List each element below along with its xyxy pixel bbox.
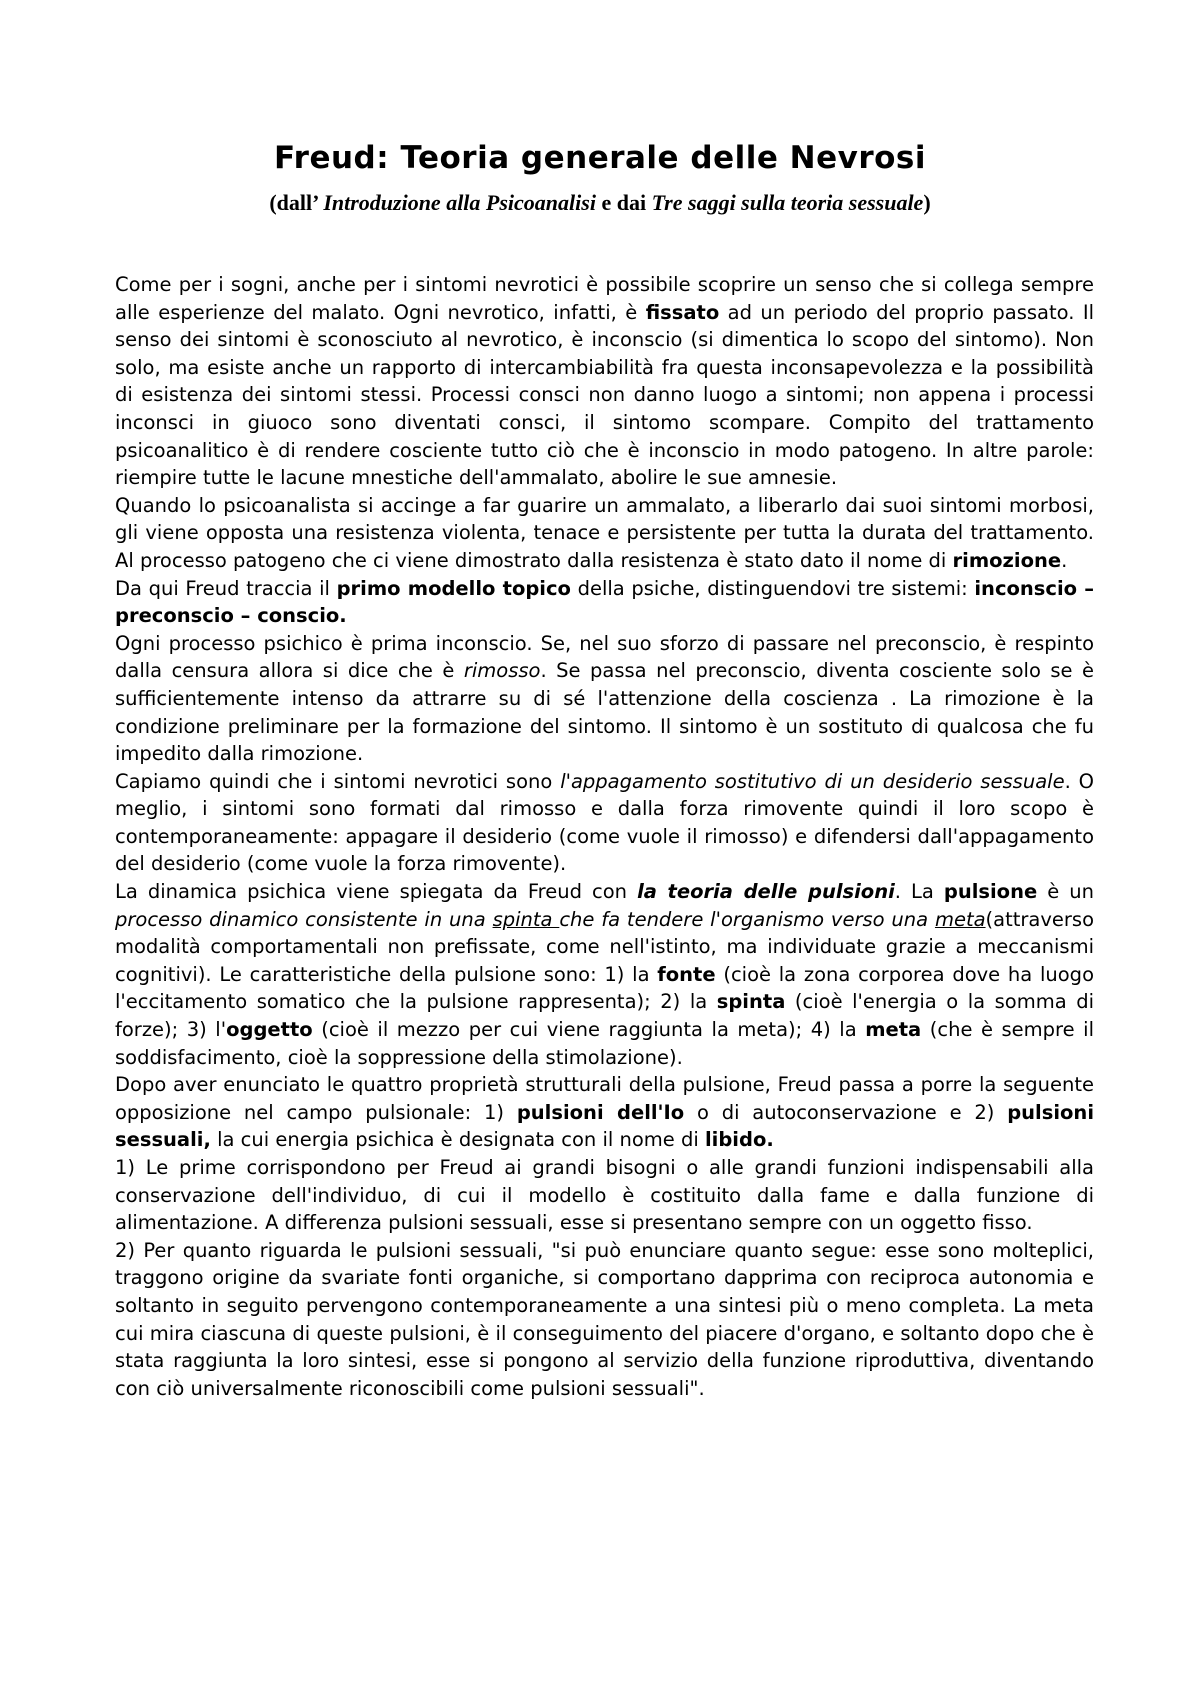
text-run: . O meglio, i sintomi sono formati dal rimosso e dalla forza rimovente quindi il loro scopo è contemporaneamente: appagare il desiderio (come vuole il rimosso) e difendersi dall'appagamento del desiderio (come vuole la forza rimovente).: [115, 769, 1095, 876]
page-subtitle: [0, 190, 1200, 216]
text-run: ad un periodo del proprio passato. Il senso dei sintomi è sconosciuto al nevrotico, è inconscio (si dimentica lo scopo del sintomo). Non solo, ma esiste anche un rapporto di intercambiabilità fra questa inconsapevolezza e la possibilità di esistenza dei sintomi stessi. Processi consci non danno luogo a sintomi; non appena i processi inconsci in giuoco sono diventati consci, il sintomo scompare. Compito del trattamento psicoanalitico è di rendere cosciente tutto ciò che è inconscio in modo patogeno. In altre parole: riempire tutte le lacune mnestiche dell'ammalato, abolire le sue amnesie.: [115, 300, 1094, 490]
bold-term: rimozione: [952, 548, 1062, 572]
text-run: (attraverso modalità comportamentali non prefissate, come nell'istinto, ma individuate grazie a meccanismi cognitivi). Le caratteristiche della pulsione sono: 1) la: [115, 907, 1095, 986]
bold-term: pulsioni sessuali,: [115, 1100, 1094, 1152]
italic-term: che fa tendere l'organismo verso una: [559, 907, 935, 931]
paragraph-rimozione: [115, 492, 1094, 575]
italic-term: rimosso: [463, 659, 541, 683]
bold-term: pulsione: [943, 880, 1038, 904]
text-run: Dopo aver enunciato le quattro proprietà strutturali della pulsione, Freud passa a porre la seguente opposizione nel campo pulsionale: 1): [115, 1073, 1094, 1124]
bold-term: fonte: [657, 962, 716, 986]
text-run: (che è sempre il soddisfacimento, cioè la soppressione della stimolazione).: [115, 1018, 1094, 1069]
text-run: . La: [894, 880, 944, 904]
text-run: è un: [1037, 880, 1094, 904]
document-body: [115, 271, 1094, 1402]
subtitle-work-introduzione: Introduzione alla Psicoanalisi: [323, 190, 596, 215]
bold-italic-term: la teoria delle pulsioni: [637, 880, 895, 904]
text-run: (cioè la zona corporea dove ha luogo l'eccitamento somatico che la pulsione rappresenta); 2) la: [115, 962, 1094, 1014]
italic-term: processo dinamico consistente in una: [115, 907, 493, 931]
text-run: Da qui Freud traccia il: [115, 576, 337, 600]
text-run: La dinamica psichica viene spiegata da Freud con: [115, 880, 638, 904]
text-run: Ogni processo psichico è prima inconscio. Se, nel suo sforzo di passare nel preconscio, è respinto dalla censura allora si dice che è: [115, 631, 1094, 683]
paragraph-pulsioni-sessuali: [115, 1237, 1094, 1403]
text-run: della psiche, distinguendovi tre sistemi:: [570, 576, 975, 600]
text-run: .: [1061, 548, 1068, 572]
bold-term: inconscio – preconscio – conscio.: [115, 576, 1094, 628]
bold-term: libido.: [704, 1128, 774, 1152]
underlined-italic-term: meta: [934, 907, 986, 931]
page-title: Freud: Teoria generale delle Nevrosi: [273, 140, 927, 176]
text-run: Come per i sogni, anche per i sintomi nevrotici è possibile scoprire un senso che si collega sempre alle esperienze del malato. Ogni nevrotico, infatti, è: [115, 273, 1094, 324]
paragraph-modello-topico: [115, 575, 1094, 630]
bold-term: pulsioni dell'Io: [516, 1100, 685, 1124]
text-run: . Se passa nel preconscio, diventa cosciente solo se è sufficientemente intenso da attrarre su di sé l'attenzione della coscienza . La rimozione è la condizione preliminare per la formazione del sintomo. Il sintomo è un sostituto di qualcosa che fu impedito dalla rimozione.: [115, 659, 1094, 766]
text-run: o di autoconservazione e 2): [684, 1100, 1008, 1124]
text-run: la cui energia psichica è designata con il nome di: [210, 1128, 705, 1152]
subtitle-mid: e dai: [595, 190, 652, 215]
text-run: 2) Per quanto riguarda le pulsioni sessuali, "si può enunciare quanto segue: esse sono molteplici, traggono origine da svariate fonti organiche, si comportano dapprima con reciproca autonomia e soltanto in seguito pervengono contemporaneamente a una sintesi più o meno completa. La meta cui mira ciascuna di queste pulsioni, è il conseguimento del piacere d'organo, e soltanto dopo che è stata raggiunta la loro sintesi, esse si pongono al servizio della funzione riproduttiva, diventando con ciò universalmente riconoscibili come pulsioni sessuali".: [115, 1238, 1094, 1400]
subtitle-work-tre-saggi: Tre saggi sulla teoria sessuale: [651, 190, 924, 215]
text-run: 1) Le prime corrispondono per Freud ai grandi bisogni o alle grandi funzioni indispensabili alla conservazione dell'individuo, di cui il modello è costituito dalla fame e dalla funzione di alimentazione. A differenza pulsioni sessuali, esse si presentano sempre con un oggetto fisso.: [115, 1156, 1094, 1235]
paragraph-pulsioni: [115, 878, 1094, 1071]
paragraph-prime: [115, 1154, 1094, 1237]
underlined-italic-term: spinta: [492, 907, 560, 931]
subtitle-close: ): [923, 190, 931, 215]
text-run: Capiamo quindi che i sintomi nevrotici sono: [115, 769, 561, 793]
paragraph-sintomi-senso: [115, 271, 1094, 492]
paragraph-opposizione: [115, 1071, 1094, 1154]
bold-term: meta: [865, 1018, 922, 1042]
bold-term: oggetto: [226, 1018, 313, 1042]
bold-term: spinta: [716, 990, 786, 1014]
subtitle-open: (dall’: [269, 190, 324, 215]
text-run: (cioè l'energia o la somma di forze); 3) l': [115, 990, 1094, 1042]
paragraph-processo-psichico: [115, 630, 1094, 768]
bold-term: fissato: [645, 300, 720, 324]
paragraph-appagamento: [115, 768, 1094, 878]
bold-term: primo modello topico: [336, 576, 571, 600]
text-run: Quando lo psicoanalista si accinge a far guarire un ammalato, a liberarlo dai suoi sintomi morbosi, gli viene opposta una resistenza violenta, tenace e persistente per tutta la durata del trattamento. Al processo patogeno che ci viene dimostrato dalla resistenza è stato dato il nome di: [115, 493, 1094, 572]
text-run: (cioè il mezzo per cui viene raggiunta la meta); 4) la: [312, 1018, 866, 1042]
italic-term: l'appagamento sostitutivo di un desiderio sessuale: [560, 769, 1065, 793]
